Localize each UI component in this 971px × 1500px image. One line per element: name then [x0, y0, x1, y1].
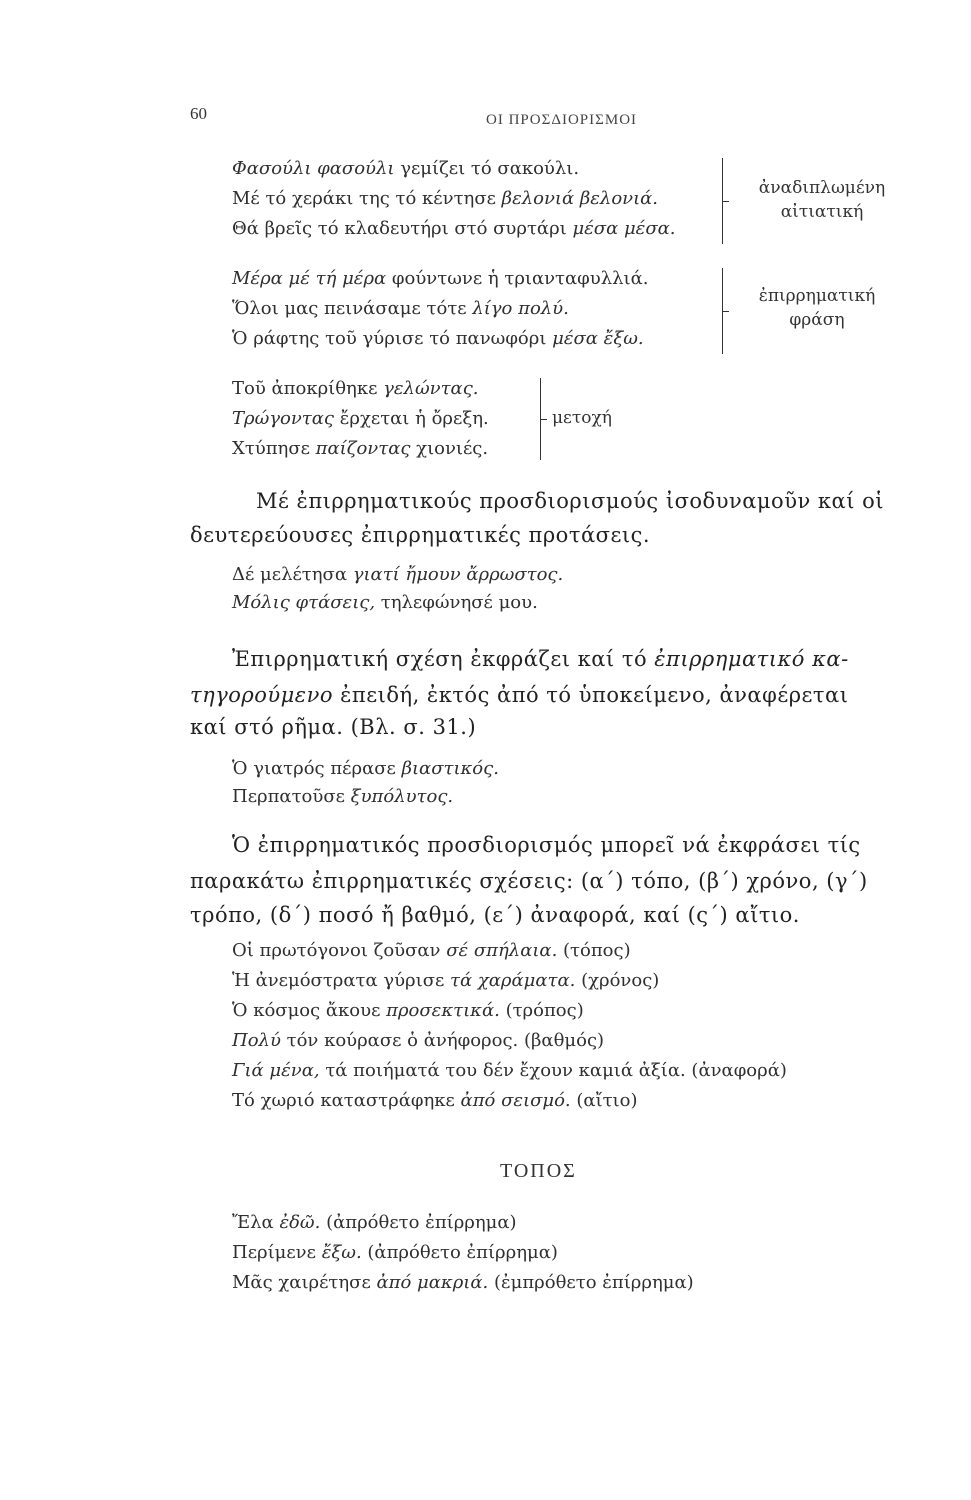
example-line: Πολύ τόν κούρασε ὁ ἀνήφορος. (βαθμός) [232, 1030, 605, 1051]
example-line: Ὁ κόσμος ἄκουε προσεκτικά. (τρόπος) [232, 1000, 584, 1021]
example-line: Τοῦ ἀποκρίθηκε γελώντας. [232, 378, 479, 399]
example-line: Ὁ ράφτης τοῦ γύρισε τό πανωφόρι μέσα ἔξω. [232, 328, 644, 349]
example-line: Θά βρεῖς τό κλαδευτήρι στό συρτάρι μέσα μέσα. [232, 218, 676, 239]
group-label: ἀναδιπλωμένη αἰτιατική [758, 178, 886, 222]
paragraph: Ὁ ἐπιρρηματικός προσδιορισμός μπορεῖ νά ἐκφράσει τίς [232, 833, 861, 857]
example-line: Ἡ ἀνεμόστρατα γύρισε τά χαράματα. (χρόνος) [232, 970, 660, 991]
running-head: ΟΙ ΠΡΟΣΔΙΟΡΙΣΜΟΙ [486, 112, 638, 128]
example-line: Γιά μένα, τά ποιήματά του δέν ἔχουν καμιά ἀξία. (ἀναφορά) [232, 1060, 787, 1081]
example-line: Ὅλοι μας πεινάσαμε τότε λίγο πολύ. [232, 298, 569, 319]
paragraph: δευτερεύουσες ἐπιρρηματικές προτάσεις. [190, 523, 651, 547]
paragraph: παρακάτω ἐπιρρηματικές σχέσεις: (α΄) τόπο, (β΄) χρόνο, (γ΄) [190, 869, 868, 893]
example-line: Μόλις φτάσεις, τηλεφώνησέ μου. [232, 592, 538, 613]
brace [714, 158, 723, 244]
paragraph: τηγορούμενο ἐπειδή, ἐκτός ἀπό τό ὑποκείμενο, ἀναφέρεται [190, 683, 849, 707]
paragraph: Ἐπιρρηματική σχέση ἐκφράζει καί τό ἐπιρρηματικό κα- [232, 647, 849, 671]
example-line: Μᾶς χαιρέτησε ἀπό μακριά. (ἐμπρόθετο ἐπίρρημα) [232, 1272, 694, 1293]
group-label: ἐπιρρηματική φράση [758, 286, 876, 330]
example-line: Μέρα μέ τή μέρα φούντωνε ἡ τριανταφυλλιά. [232, 268, 649, 289]
example-line: Ἔλα ἐδῶ. (ἀπρόθετο ἐπίρρημα) [232, 1212, 517, 1233]
paragraph: καί στό ρῆμα. (Βλ. σ. 31.) [190, 715, 477, 739]
example-line: Περίμενε ἔξω. (ἀπρόθετο ἐπίρρημα) [232, 1242, 558, 1263]
brace [714, 268, 723, 354]
example-line: Χτύπησε παίζοντας χιονιές. [232, 438, 489, 459]
page-number: 60 [190, 104, 207, 123]
example-line: Φασούλι φασούλι γεμίζει τό σακούλι. [232, 158, 580, 179]
example-line: Οἱ πρωτόγονοι ζοῦσαν σέ σπήλαια. (τόπος) [232, 940, 631, 961]
section-heading: ΤΟΠΟΣ [500, 1160, 577, 1182]
brace [532, 378, 541, 460]
paragraph: τρόπο, (δ΄) ποσό ἤ βαθμό, (ε΄) ἀναφορά, καί (ς΄) αἴτιο. [190, 903, 800, 927]
example-line: Μέ τό χεράκι της τό κέντησε βελονιά βελονιά. [232, 188, 659, 209]
example-line: Περπατοῦσε ξυπόλυτος. [232, 786, 454, 807]
paragraph: Μέ ἐπιρρηματικούς προσδιορισμούς ἰσοδυναμοῦν καί οἱ [256, 489, 884, 513]
example-line: Ὁ γιατρός πέρασε βιαστικός. [232, 758, 499, 779]
group-label: μετοχή [552, 408, 612, 428]
example-line: Δέ μελέτησα γιατί ἤμουν ἄρρωστος. [232, 564, 564, 585]
example-line: Τό χωριό καταστράφηκε ἀπό σεισμό. (αἴτιο) [232, 1090, 638, 1111]
example-line: Τρώγοντας ἔρχεται ἡ ὄρεξη. [232, 408, 489, 429]
